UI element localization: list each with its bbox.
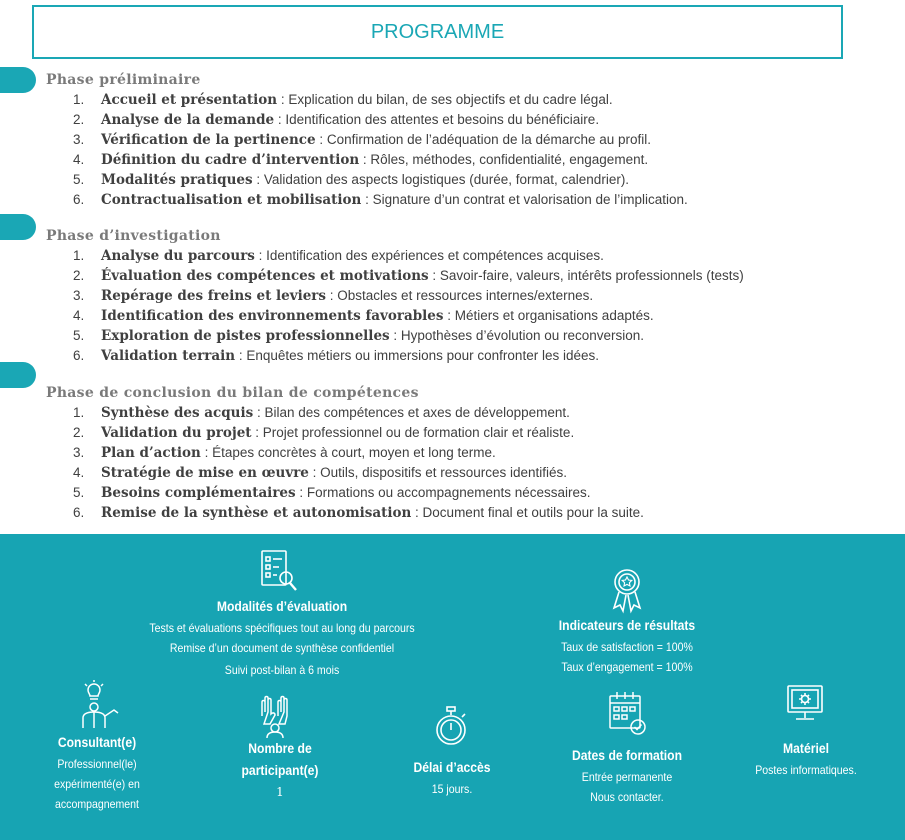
phase-investigation (46, 227, 744, 366)
phase-tab-marker (0, 214, 36, 240)
list-item: 3. Plan d’action : Étapes concrètes à court, moyen et long terme. (73, 445, 496, 461)
delai-block (390, 757, 514, 799)
list-item: 6. Contractualisation et mobilisation : Signature d’un contrat et valorisation de l’implication. (73, 192, 688, 208)
delai-value: 15 jours. (431, 782, 473, 796)
programme-title-text: PROGRAMME (370, 20, 505, 43)
list-item: 5. Exploration de pistes professionnelles : Hypothèses d’évolution ou reconversion. (73, 328, 645, 344)
list-item: 3. Vérification de la pertinence : Confirmation de l’adéquation de la démarche au profil. (73, 132, 652, 148)
dates-title: Dates de formation (571, 748, 683, 763)
list-item: 2. Analyse de la demande : Identification des attentes et besoins du bénéficiaire. (73, 112, 600, 128)
materiel-block (735, 738, 877, 780)
dates-block: Dates de formation Entrée permanente Nous contacter. (542, 745, 712, 807)
materiel-title: Matériel (783, 741, 829, 756)
list-item: 3. Repérage des freins et leviers : Obstacles et ressources internes/externes. (73, 288, 594, 304)
phase-step-list (46, 90, 688, 210)
phase-tab-marker (0, 67, 36, 93)
list-item: 4. Définition du cadre d’intervention : Rôles, méthodes, confidentialité, engagement. (73, 152, 649, 168)
participants-title-line2: participant(e) (241, 763, 319, 778)
evaluation-title: Modalités d’évaluation (216, 599, 348, 614)
list-item: 5. Modalités pratiques : Validation des aspects logistiques (durée, format, calendrier). (73, 172, 630, 188)
phase-heading: Phase d’investigation (46, 228, 221, 244)
evaluation-block: Modalités d’évaluation Tests et évaluations spécifiques tout au long du parcours Remise d’un document de synthèse confidentiel Suivi post-bilan à 6 mois (100, 596, 464, 680)
list-item: 5. Besoins complémentaires : Formations ou accompagnements nécessaires. (73, 485, 591, 501)
checklist-magnifier-icon (259, 548, 299, 594)
list-item: 6. Remise de la synthèse et autonomisation : Document final et outils pour la suite. (73, 505, 644, 521)
consultant-lightbulb-icon (78, 680, 122, 730)
participants-block (205, 738, 355, 802)
list-item: 1. Synthèse des acquis : Bilan des compétences et axes de développement. (73, 405, 570, 421)
list-item: 4. Stratégie de mise en œuvre : Outils, dispositifs et ressources identifiés. (73, 465, 568, 481)
phase-preliminaire (46, 71, 688, 210)
phase-heading: Phase préliminaire (46, 72, 201, 88)
list-item: 1. Accueil et présentation : Explication du bilan, de ses objectifs et du cadre légal. (73, 92, 613, 108)
phase-conclusion (46, 384, 644, 523)
phase-step-list (46, 246, 744, 366)
info-band (0, 534, 905, 840)
calendar-check-icon (608, 690, 648, 736)
phase-heading: Phase de conclusion du bilan de compétences (46, 385, 419, 401)
raised-hands-icon (258, 694, 292, 738)
phase-tab-marker (0, 362, 36, 388)
list-item: 2. Évaluation des compétences et motivations : Savoir-faire, valeurs, intérêts professionnels (tests) (73, 268, 744, 284)
phase-step-list (46, 403, 644, 523)
indicateurs-block: Indicateurs de résultats Taux de satisfaction = 100% Taux d’engagement = 100% (527, 615, 727, 677)
delai-title: Délai d’accès (413, 760, 491, 775)
participants-title-line1: Nombre de (248, 741, 312, 756)
materiel-value: Postes informatiques. (755, 763, 857, 777)
participants-value: 1 (276, 785, 284, 799)
computer-monitor-icon (786, 684, 826, 724)
consultant-title: Consultant(e) (57, 735, 137, 750)
list-item: 1. Analyse du parcours : Identification des expériences et compétences acquises. (73, 248, 604, 264)
stopwatch-icon (435, 706, 467, 746)
list-item: 4. Identification des environnements favorables : Métiers et organisations adaptés. (73, 308, 654, 324)
award-ribbon-icon (611, 566, 643, 614)
list-item: 6. Validation terrain : Enquêtes métiers ou immersions pour confronter les idées. (73, 348, 599, 364)
programme-title (32, 5, 843, 59)
indicateurs-title: Indicateurs de résultats (558, 618, 696, 633)
list-item: 2. Validation du projet : Projet professionnel ou de formation clair et réaliste. (73, 425, 575, 441)
consultant-block: Consultant(e) Professionnel(le) expérimenté(e) en accompagnement (22, 732, 172, 814)
